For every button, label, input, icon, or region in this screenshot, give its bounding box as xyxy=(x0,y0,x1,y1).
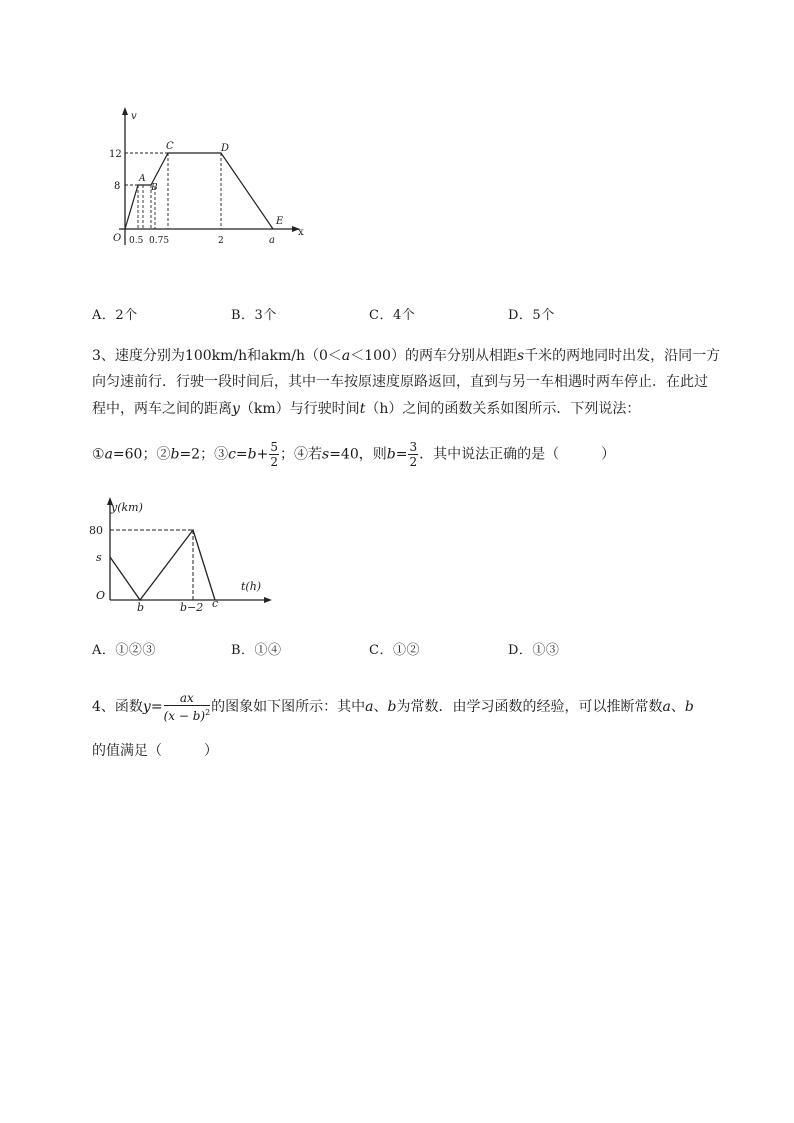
graph1-point-E: E xyxy=(276,216,284,227)
graph2-origin: O xyxy=(96,589,106,602)
graph1-x-label: x xyxy=(298,227,304,238)
fraction-3-2: $\frac{3}{2}$ xyxy=(409,440,418,469)
q2-option-d[interactable]: D．5个 xyxy=(508,308,555,323)
graph1-y-arrow xyxy=(122,107,128,115)
graph1-point-B: B xyxy=(151,183,158,193)
q3-line-3: 程中，两车之间的距离y（km）与行驶时间t（h）之间的函数关系如图所示．下列说法： xyxy=(92,401,641,417)
graph2-ytick-80: 80 xyxy=(89,524,103,537)
fraction-5-2: $\frac{5}{2}$ xyxy=(270,440,278,469)
graph1-point-A: A xyxy=(139,174,146,184)
q2-option-c[interactable]: C．4个 xyxy=(369,308,416,323)
graph2-xtick-b: b xyxy=(137,601,145,613)
graph2-line xyxy=(110,530,215,600)
distance-graph xyxy=(88,495,273,613)
q4-line-1: 4、函数y= $\frac{ax}{(x - b)^2}$ 的图象如下图所示：其中a、b为常数．由学习函数的经验，可以推断常数a、b xyxy=(92,691,694,723)
q3-option-c[interactable]: C．①② xyxy=(369,643,420,658)
velocity-graph xyxy=(105,105,305,255)
q3-option-d[interactable]: D．①③ xyxy=(508,643,560,658)
q3-option-b[interactable]: B．①④ xyxy=(231,643,282,658)
graph1-xtick-a: a xyxy=(269,235,275,246)
graph1-origin: O xyxy=(113,233,122,244)
graph1-point-D: D xyxy=(221,143,230,154)
graph2-x-arrow xyxy=(264,597,272,603)
q2-option-a[interactable]: A．2个 xyxy=(92,308,138,323)
graph1-xtick-075: 0.75 xyxy=(149,236,170,246)
q4-function-fraction: $\frac{ax}{(x - b)^2}$ xyxy=(163,691,211,723)
graph2-ytick-s: s xyxy=(96,551,102,564)
graph2-xtick-c: c xyxy=(212,597,219,610)
graph1-ytick-8: 8 xyxy=(114,181,121,192)
q3-statements: ①a=60；②b=2；③c=b+ $\frac{5}{2}$ ；④若s=40，则b= $\frac{3}{2}$ ．其中说法正确的是（ ） xyxy=(92,440,616,469)
graph2-x-label: t(h) xyxy=(241,580,262,593)
q2-option-b[interactable]: B．3个 xyxy=(231,308,277,323)
graph2-xtick-b-2: b−2 xyxy=(180,601,204,613)
graph1-xtick-05: 0.5 xyxy=(129,236,144,246)
graph1-point-C: C xyxy=(166,141,174,152)
q3-option-a[interactable]: A．①②③ xyxy=(92,643,156,658)
q4-line-2: 的值满足（ ） xyxy=(92,743,218,759)
graph2-y-label: y(km) xyxy=(111,501,143,514)
q3-line-1: 3、速度分别为100km/h和akm/h（0＜a＜100）的两车分别从相距s千米的两地同时出发，沿同一方 xyxy=(92,348,721,364)
graph1-ytick-12: 12 xyxy=(109,149,122,160)
q3-line-2: 向匀速前行．行驶一段时间后，其中一车按原速度原路返回，直到与另一车相遇时两车停止．在此过 xyxy=(92,374,708,390)
graph1-xtick-2: 2 xyxy=(218,236,224,246)
graph1-y-label: v xyxy=(131,111,137,122)
graph1-line xyxy=(125,153,273,229)
